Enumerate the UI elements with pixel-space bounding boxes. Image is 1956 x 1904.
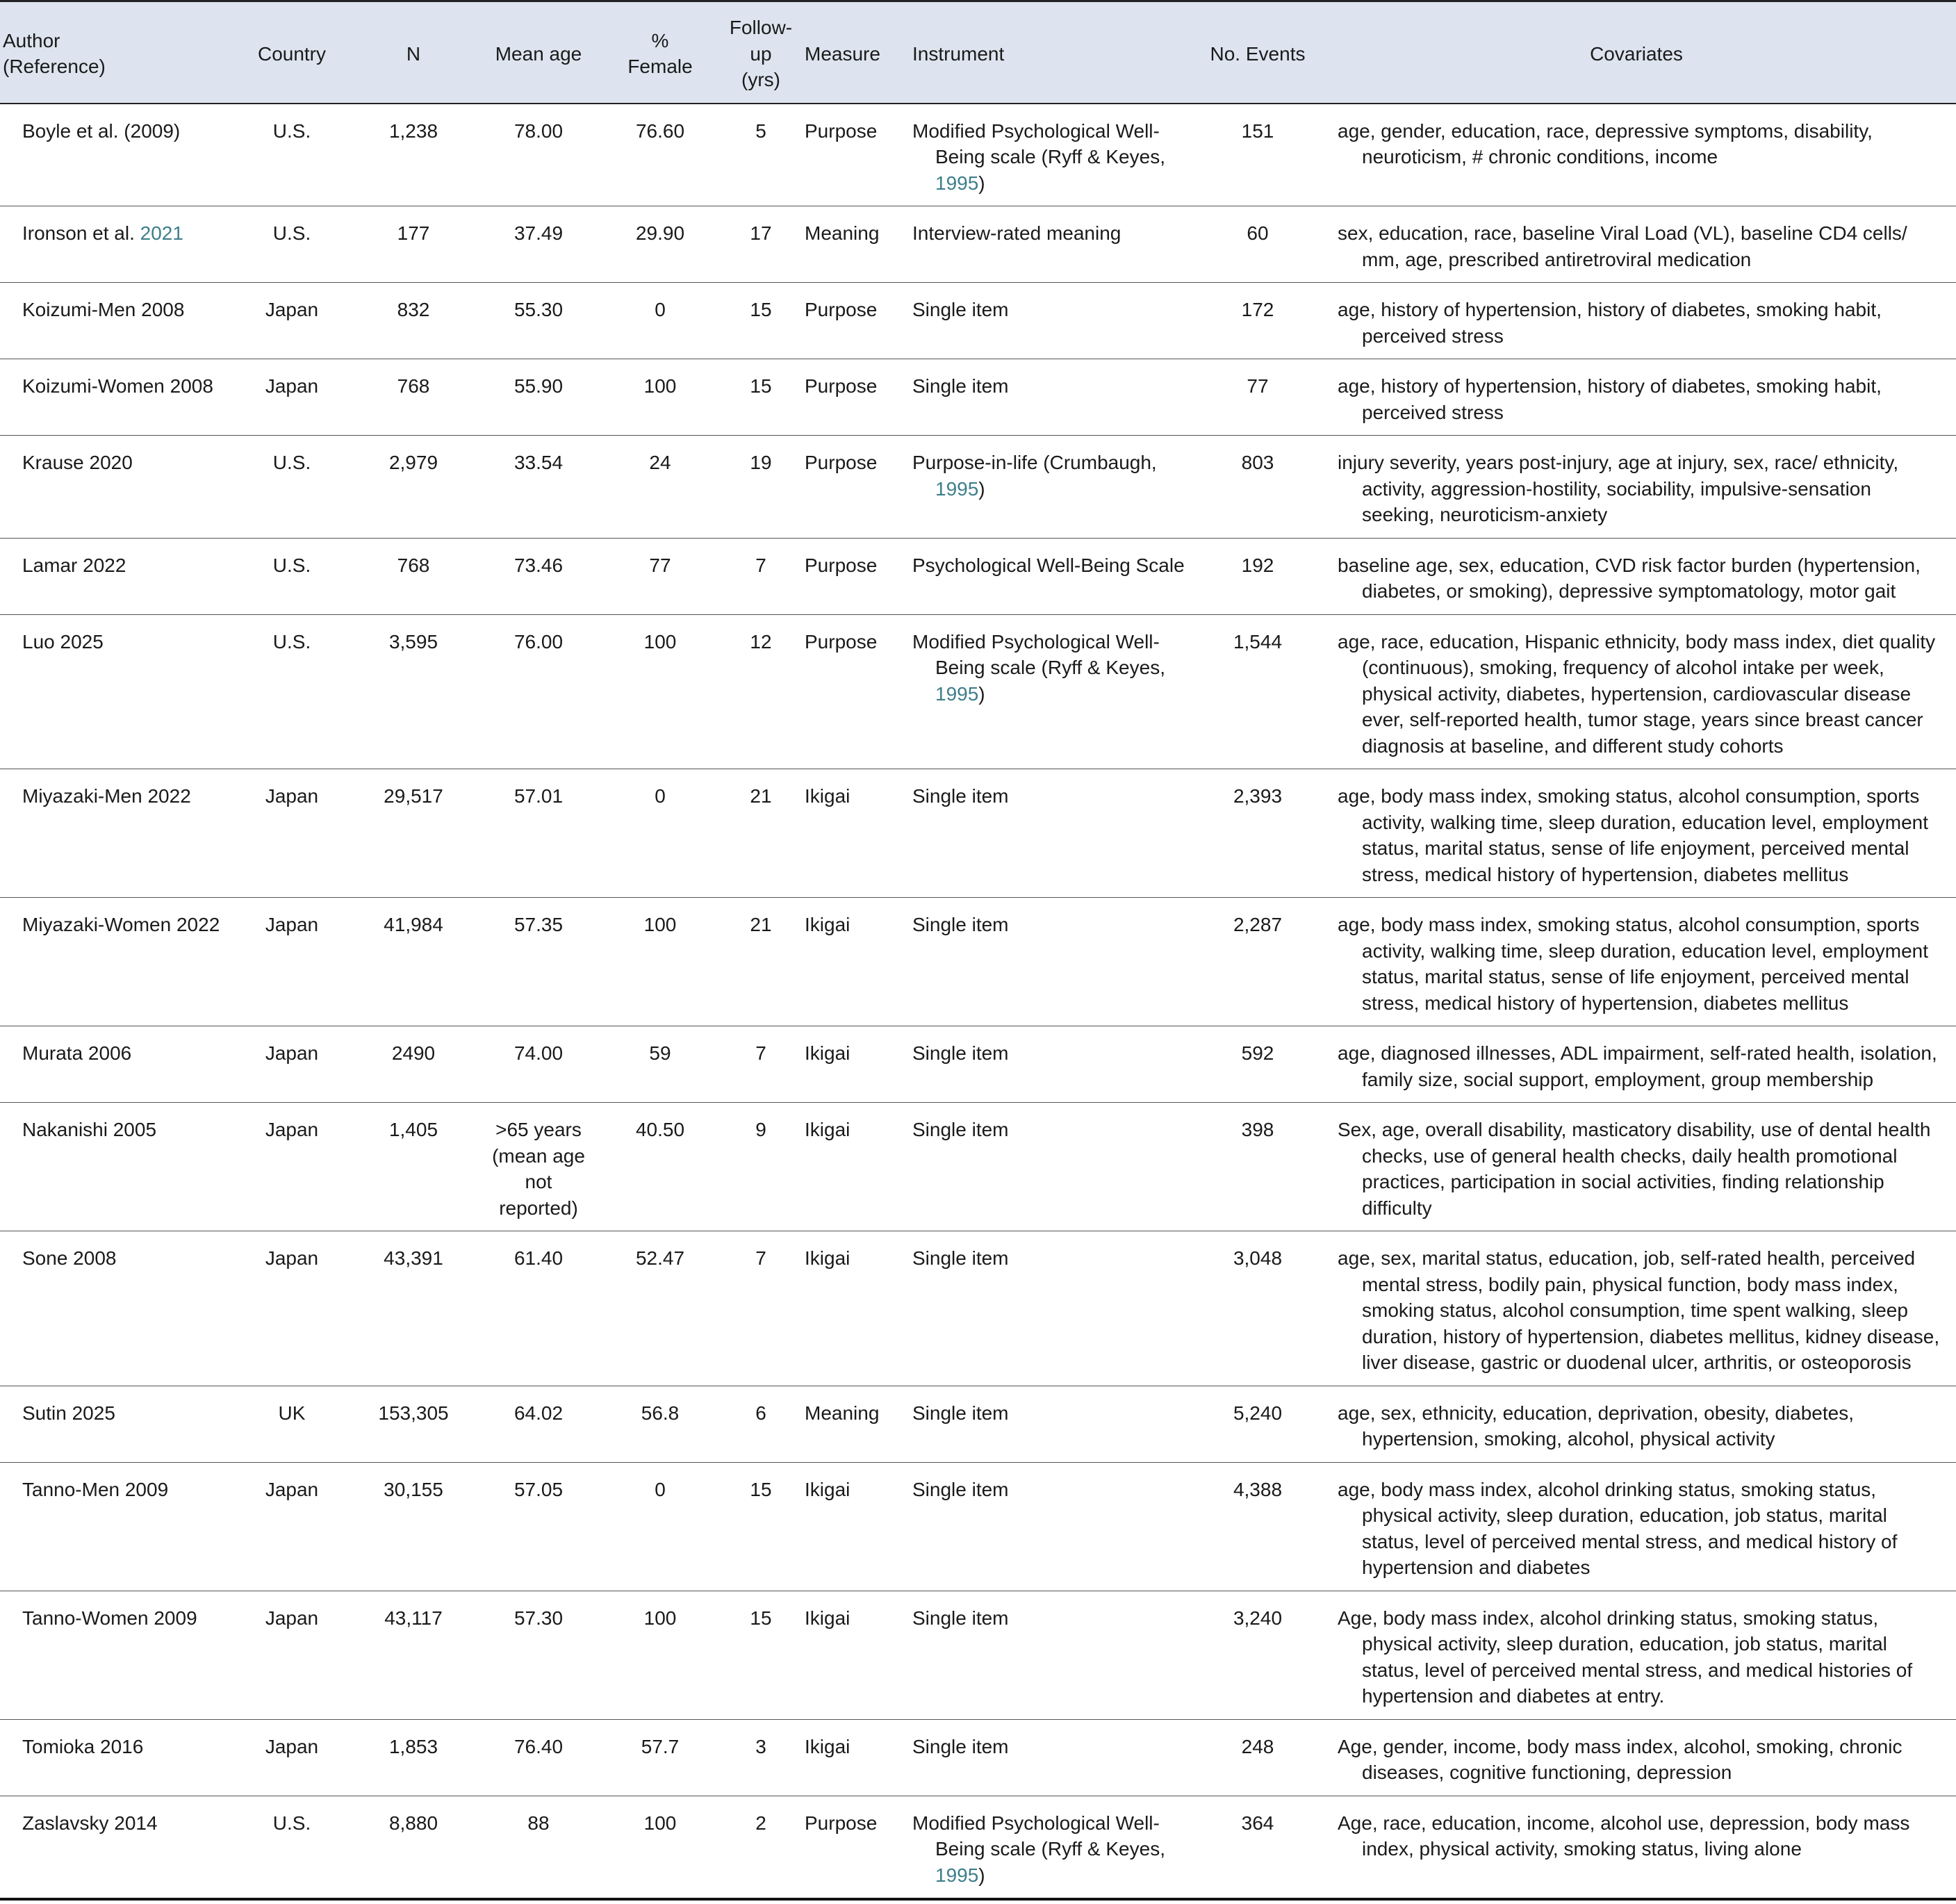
instrument-label: Single item xyxy=(912,1247,1009,1269)
cell-events: 5,240 xyxy=(1199,1386,1317,1462)
table-row xyxy=(0,898,1956,1026)
cell-country: U.S. xyxy=(236,206,347,283)
mean-age-text: >65 years (mean age not reported) xyxy=(492,1119,585,1219)
mean-age-text: 57.35 xyxy=(513,914,564,935)
cell-follow-up: 15 xyxy=(723,283,799,359)
cell-n: 153,305 xyxy=(347,1386,479,1462)
instrument-label: Modified Psychological Well-Being scale (Ryff & Keyes, xyxy=(912,120,1165,167)
cell-measure: Purpose xyxy=(799,538,907,614)
mean-age-text: 57.30 xyxy=(513,1607,564,1629)
cell-country: Japan xyxy=(236,1231,347,1386)
cell-follow-up: 12 xyxy=(723,614,799,769)
header-mean-age: Mean age xyxy=(479,1,598,104)
table-row xyxy=(0,1591,1956,1719)
instrument-label: Single item xyxy=(912,1119,1009,1140)
cell-follow-up: 2 xyxy=(723,1796,799,1899)
cell-events: 803 xyxy=(1199,436,1317,539)
author-text: Ironson et al. xyxy=(22,222,140,244)
author-text: Sone 2008 xyxy=(22,1247,117,1269)
covariates-text: age, body mass index, smoking status, alcohol consumption, sports activity, walking time, sleep duration, education level, employment status, marital status, sense of life enjoyment, perceived mental stress, medical history of hypertension, diabetes mellitus xyxy=(1338,785,1928,885)
cell-measure: Ikigai xyxy=(799,1231,907,1386)
cell-pct-female: 52.47 xyxy=(598,1231,723,1386)
table-row xyxy=(0,1462,1956,1591)
header-covariates: Covariates xyxy=(1317,1,1956,104)
cell-measure: Ikigai xyxy=(799,1591,907,1719)
cell-instrument xyxy=(907,206,1199,283)
header-n: N xyxy=(347,1,479,104)
cell-covariates xyxy=(1317,1796,1956,1899)
cell-follow-up: 6 xyxy=(723,1386,799,1462)
cell-instrument xyxy=(907,1796,1199,1899)
cell-measure: Purpose xyxy=(799,1796,907,1899)
cell-instrument xyxy=(907,1386,1199,1462)
author-text: Krause 2020 xyxy=(22,452,133,473)
cell-follow-up: 15 xyxy=(723,359,799,436)
cell-covariates xyxy=(1317,1462,1956,1591)
table-body xyxy=(0,104,1956,1900)
cell-author xyxy=(0,1462,236,1591)
author-text: Boyle et al. (2009) xyxy=(22,120,181,142)
cell-pct-female: 100 xyxy=(598,1796,723,1899)
cell-n: 3,595 xyxy=(347,614,479,769)
instrument-label: Single item xyxy=(912,375,1009,397)
cell-follow-up: 19 xyxy=(723,436,799,539)
instrument-text xyxy=(912,1605,1193,1632)
mean-age-text: 55.90 xyxy=(513,375,564,397)
author-text: Luo 2025 xyxy=(22,630,104,653)
instrument-text xyxy=(912,783,1193,810)
cell-measure: Ikigai xyxy=(799,1026,907,1103)
cell-pct-female: 100 xyxy=(598,1591,723,1719)
author-text: Tomioka 2016 xyxy=(22,1735,144,1757)
header-follow-up: Follow- up (yrs) xyxy=(723,1,799,104)
cell-follow-up: 7 xyxy=(723,1231,799,1386)
instrument-text xyxy=(912,220,1193,247)
cell-n: 177 xyxy=(347,206,479,283)
cell-pct-female: 59 xyxy=(598,1026,723,1103)
cell-events: 2,393 xyxy=(1199,769,1317,898)
cell-instrument xyxy=(907,283,1199,359)
instrument-suffix: ) xyxy=(978,1864,985,1886)
cell-covariates xyxy=(1317,898,1956,1026)
instrument-label: Modified Psychological Well-Being scale (Ryff & Keyes, xyxy=(912,1812,1165,1860)
author-text: Koizumi-Men 2008 xyxy=(22,299,185,320)
cell-mean-age xyxy=(479,769,598,898)
covariates-text: Sex, age, overall disability, masticatory disability, use of dental health checks, use of general health checks, daily health promotional practices, participation in social activities, finding relationship difficulty xyxy=(1338,1119,1931,1219)
cell-measure: Purpose xyxy=(799,104,907,206)
mean-age-text: 64.02 xyxy=(513,1402,564,1424)
cell-measure: Purpose xyxy=(799,436,907,539)
instrument-label: Interview-rated meaning xyxy=(912,222,1121,244)
cell-covariates xyxy=(1317,1103,1956,1231)
cell-covariates xyxy=(1317,1231,1956,1386)
cell-instrument xyxy=(907,1103,1199,1231)
instrument-suffix: ) xyxy=(978,682,985,705)
author-text: Murata 2006 xyxy=(22,1042,132,1064)
cell-author xyxy=(0,538,236,614)
cell-covariates xyxy=(1317,206,1956,283)
cell-pct-female: 100 xyxy=(598,614,723,769)
cell-pct-female: 77 xyxy=(598,538,723,614)
cell-country: Japan xyxy=(236,359,347,436)
author-text: Miyazaki-Men 2022 xyxy=(22,785,191,807)
cell-mean-age xyxy=(479,359,598,436)
cell-follow-up: 15 xyxy=(723,1591,799,1719)
cell-follow-up: 9 xyxy=(723,1103,799,1231)
author-text: Zaslavsky 2014 xyxy=(22,1812,158,1834)
instrument-label: Modified Psychological Well-Being scale (Ryff & Keyes, xyxy=(912,630,1165,678)
cell-n: 1,405 xyxy=(347,1103,479,1231)
cell-n: 43,391 xyxy=(347,1231,479,1386)
mean-age-text: 33.54 xyxy=(513,452,564,473)
cell-instrument xyxy=(907,104,1199,206)
cell-n: 8,880 xyxy=(347,1796,479,1899)
mean-age-text: 78.00 xyxy=(513,120,564,142)
cell-pct-female: 76.60 xyxy=(598,104,723,206)
citation-link[interactable]: 1995 xyxy=(935,172,979,194)
cell-measure: Ikigai xyxy=(799,1462,907,1591)
cell-instrument xyxy=(907,769,1199,898)
instrument-text xyxy=(912,552,1193,579)
cell-n: 41,984 xyxy=(347,898,479,1026)
covariates-text: age, race, education, Hispanic ethnicity, body mass index, diet quality (continuous), smoking, frequency of alcohol intake per week, physical activity, diabetes, hypertension, cardiovascular disease ever, self-reported health, tumor stage, years since breast cancer diagnosis at baseline, and different study cohorts xyxy=(1338,630,1936,757)
table-header-row xyxy=(0,1,1956,104)
cell-covariates xyxy=(1317,538,1956,614)
instrument-suffix: ) xyxy=(978,172,985,194)
mean-age-text: 76.00 xyxy=(513,630,564,653)
instrument-text xyxy=(912,912,1193,938)
instrument-text xyxy=(912,1734,1193,1760)
cell-n: 1,853 xyxy=(347,1719,479,1796)
cell-country: Japan xyxy=(236,1026,347,1103)
cell-events: 248 xyxy=(1199,1719,1317,1796)
cell-follow-up: 5 xyxy=(723,104,799,206)
cell-author xyxy=(0,104,236,206)
author-text: Tanno-Women 2009 xyxy=(22,1607,197,1629)
mean-age-text: 37.49 xyxy=(513,222,564,244)
cell-mean-age xyxy=(479,1103,598,1231)
cell-measure: Ikigai xyxy=(799,1719,907,1796)
covariates-text: age, history of hypertension, history of diabetes, smoking habit, perceived stress xyxy=(1338,375,1882,423)
cell-author xyxy=(0,1719,236,1796)
cell-follow-up: 7 xyxy=(723,538,799,614)
cell-events: 3,048 xyxy=(1199,1231,1317,1386)
instrument-label: Purpose-in-life (Crumbaugh, xyxy=(912,452,1157,473)
cell-n: 1,238 xyxy=(347,104,479,206)
cell-measure: Purpose xyxy=(799,359,907,436)
cell-n: 832 xyxy=(347,283,479,359)
cell-covariates xyxy=(1317,436,1956,539)
cell-mean-age xyxy=(479,206,598,283)
instrument-text xyxy=(912,450,1193,502)
cell-events: 364 xyxy=(1199,1796,1317,1899)
instrument-text xyxy=(912,118,1193,197)
instrument-label: Single item xyxy=(912,1607,1009,1629)
covariates-text: sex, education, race, baseline Viral Load (VL), baseline CD4 cells/ mm, age, prescribed antiretroviral medication xyxy=(1338,222,1907,270)
instrument-label: Psychological Well-Being Scale xyxy=(912,554,1185,576)
cell-country: Japan xyxy=(236,283,347,359)
cell-events: 77 xyxy=(1199,359,1317,436)
cell-pct-female: 100 xyxy=(598,898,723,1026)
instrument-label: Single item xyxy=(912,1735,1009,1757)
cell-mean-age xyxy=(479,1796,598,1899)
cell-pct-female: 24 xyxy=(598,436,723,539)
instrument-label: Single item xyxy=(912,1402,1009,1424)
header-measure: Measure xyxy=(799,1,907,104)
cell-events: 3,240 xyxy=(1199,1591,1317,1719)
cell-instrument xyxy=(907,538,1199,614)
mean-age-text: 55.30 xyxy=(513,299,564,320)
cell-instrument xyxy=(907,436,1199,539)
cell-n: 2490 xyxy=(347,1026,479,1103)
cell-author xyxy=(0,359,236,436)
table-row xyxy=(0,436,1956,539)
cell-mean-age xyxy=(479,1386,598,1462)
instrument-suffix: ) xyxy=(978,477,985,500)
cell-author xyxy=(0,1386,236,1462)
covariates-text: Age, body mass index, alcohol drinking status, smoking status, physical activity, sleep duration, education, job status, marital status, level of perceived mental stress, and medical histories of hypertension and diabetes at entry. xyxy=(1338,1607,1913,1707)
cell-country: Japan xyxy=(236,1103,347,1231)
cell-follow-up: 15 xyxy=(723,1462,799,1591)
covariates-text: age, history of hypertension, history of diabetes, smoking habit, perceived stress xyxy=(1338,299,1882,347)
citation-link[interactable]: 1995 xyxy=(935,682,979,705)
table-row xyxy=(0,1386,1956,1462)
instrument-text xyxy=(912,1117,1193,1143)
cell-author xyxy=(0,1026,236,1103)
citation-link[interactable]: 2021 xyxy=(140,222,183,244)
mean-age-text: 57.01 xyxy=(513,785,564,807)
table-row xyxy=(0,769,1956,898)
cell-pct-female: 100 xyxy=(598,359,723,436)
table-row xyxy=(0,206,1956,283)
cell-author xyxy=(0,206,236,283)
mean-age-text: 61.40 xyxy=(513,1247,564,1269)
mean-age-text: 88 xyxy=(527,1812,550,1834)
cell-mean-age xyxy=(479,283,598,359)
table-row xyxy=(0,1103,1956,1231)
cell-instrument xyxy=(907,359,1199,436)
cell-mean-age xyxy=(479,436,598,539)
cell-mean-age xyxy=(479,898,598,1026)
cell-instrument xyxy=(907,898,1199,1026)
instrument-text xyxy=(912,1810,1193,1889)
cell-pct-female: 56.8 xyxy=(598,1386,723,1462)
instrument-label: Single item xyxy=(912,785,1009,807)
instrument-text xyxy=(912,1245,1193,1272)
cell-measure: Purpose xyxy=(799,614,907,769)
table-row xyxy=(0,1719,1956,1796)
cell-pct-female: 29.90 xyxy=(598,206,723,283)
cell-author xyxy=(0,283,236,359)
cell-author xyxy=(0,898,236,1026)
table-row xyxy=(0,283,1956,359)
cell-mean-age xyxy=(479,1026,598,1103)
cell-covariates xyxy=(1317,1591,1956,1719)
author-text: Lamar 2022 xyxy=(22,554,126,576)
cell-events: 2,287 xyxy=(1199,898,1317,1026)
cell-covariates xyxy=(1317,1719,1956,1796)
cell-events: 60 xyxy=(1199,206,1317,283)
header-country: Country xyxy=(236,1,347,104)
cell-country: U.S. xyxy=(236,614,347,769)
cell-n: 2,979 xyxy=(347,436,479,539)
table-row xyxy=(0,614,1956,769)
cell-measure: Ikigai xyxy=(799,769,907,898)
cell-measure: Purpose xyxy=(799,283,907,359)
instrument-label: Single item xyxy=(912,1478,1009,1500)
cell-n: 768 xyxy=(347,538,479,614)
cell-n: 43,117 xyxy=(347,1591,479,1719)
author-text: Tanno-Men 2009 xyxy=(22,1478,169,1500)
covariates-text: Age, race, education, income, alcohol use, depression, body mass index, physical activity, smoking status, living alone xyxy=(1338,1812,1910,1860)
mean-age-text: 76.40 xyxy=(513,1735,564,1757)
cell-covariates xyxy=(1317,104,1956,206)
cell-country: Japan xyxy=(236,769,347,898)
cell-mean-age xyxy=(479,1462,598,1591)
table-row xyxy=(0,104,1956,206)
header-author: Author (Reference) xyxy=(0,1,236,104)
cell-events: 151 xyxy=(1199,104,1317,206)
cell-country: Japan xyxy=(236,1462,347,1591)
cell-n: 29,517 xyxy=(347,769,479,898)
cell-instrument xyxy=(907,1462,1199,1591)
instrument-label: Single item xyxy=(912,914,1009,935)
cell-instrument xyxy=(907,1231,1199,1386)
cell-country: U.S. xyxy=(236,1796,347,1899)
table-row xyxy=(0,359,1956,436)
cell-instrument xyxy=(907,1719,1199,1796)
cell-follow-up: 21 xyxy=(723,769,799,898)
cell-events: 1,544 xyxy=(1199,614,1317,769)
header-pct-female: % Female xyxy=(598,1,723,104)
instrument-label: Single item xyxy=(912,299,1009,320)
cell-author xyxy=(0,614,236,769)
cell-follow-up: 21 xyxy=(723,898,799,1026)
instrument-text xyxy=(912,297,1193,323)
cell-instrument xyxy=(907,1591,1199,1719)
cell-covariates xyxy=(1317,1026,1956,1103)
cell-covariates xyxy=(1317,769,1956,898)
cell-follow-up: 17 xyxy=(723,206,799,283)
cell-author xyxy=(0,1103,236,1231)
covariates-text: injury severity, years post-injury, age at injury, sex, race/ ethnicity, activity, aggression-hostility, sociability, impulsive-sensation seeking, neuroticism-anxiety xyxy=(1338,452,1899,525)
author-text: Nakanishi 2005 xyxy=(22,1119,157,1140)
cell-mean-age xyxy=(479,538,598,614)
cell-measure: Meaning xyxy=(799,1386,907,1462)
cell-instrument xyxy=(907,1026,1199,1103)
table-row xyxy=(0,538,1956,614)
cell-events: 592 xyxy=(1199,1026,1317,1103)
cell-events: 4,388 xyxy=(1199,1462,1317,1591)
cell-measure: Ikigai xyxy=(799,1103,907,1231)
cell-covariates xyxy=(1317,614,1956,769)
cell-events: 172 xyxy=(1199,283,1317,359)
cell-follow-up: 3 xyxy=(723,1719,799,1796)
covariates-text: age, diagnosed illnesses, ADL impairment, self-rated health, isolation, family size, social support, employment, group membership xyxy=(1338,1042,1937,1090)
cell-covariates xyxy=(1317,359,1956,436)
mean-age-text: 73.46 xyxy=(513,554,564,576)
cell-events: 398 xyxy=(1199,1103,1317,1231)
covariates-text: age, sex, marital status, education, job, self-rated health, perceived mental stress, bodily pain, physical function, body mass index, smoking status, alcohol consumption, time spent walking, sleep duration, history of hypertension, diabetes mellitus, kidney disease, liver disease, gastric or duodenal ulcer, arthritis, or osteoporosis xyxy=(1338,1247,1940,1373)
author-text: Miyazaki-Women 2022 xyxy=(22,914,220,935)
instrument-label: Single item xyxy=(912,1042,1009,1064)
cell-n: 30,155 xyxy=(347,1462,479,1591)
covariates-text: age, body mass index, smoking status, alcohol consumption, sports activity, walking time, sleep duration, education level, employment status, marital status, sense of life enjoyment, perceived mental stress, medical history of hypertension, diabetes mellitus xyxy=(1338,914,1928,1014)
cell-author xyxy=(0,1796,236,1899)
cell-country: UK xyxy=(236,1386,347,1462)
instrument-text xyxy=(912,1477,1193,1503)
cell-pct-female: 0 xyxy=(598,769,723,898)
cell-pct-female: 0 xyxy=(598,1462,723,1591)
cell-mean-age xyxy=(479,1719,598,1796)
cell-mean-age xyxy=(479,1231,598,1386)
author-text: Koizumi-Women 2008 xyxy=(22,375,213,397)
cell-mean-age xyxy=(479,1591,598,1719)
instrument-text xyxy=(912,373,1193,400)
cell-author xyxy=(0,436,236,539)
mean-age-text: 57.05 xyxy=(513,1478,564,1500)
cell-pct-female: 0 xyxy=(598,283,723,359)
table-row xyxy=(0,1026,1956,1103)
cell-country: U.S. xyxy=(236,104,347,206)
cell-measure: Meaning xyxy=(799,206,907,283)
citation-link[interactable]: 1995 xyxy=(935,1864,979,1886)
citation-link[interactable]: 1995 xyxy=(935,477,979,500)
cell-author xyxy=(0,769,236,898)
cell-covariates xyxy=(1317,1386,1956,1462)
cell-country: Japan xyxy=(236,1719,347,1796)
mean-age-text: 74.00 xyxy=(513,1042,564,1064)
header-instrument: Instrument xyxy=(907,1,1199,104)
cell-country: U.S. xyxy=(236,538,347,614)
covariates-text: Age, gender, income, body mass index, alcohol, smoking, chronic diseases, cognitive functioning, depression xyxy=(1338,1735,1902,1783)
cell-n: 768 xyxy=(347,359,479,436)
cell-covariates xyxy=(1317,283,1956,359)
cell-mean-age xyxy=(479,614,598,769)
cell-mean-age xyxy=(479,104,598,206)
author-text: Sutin 2025 xyxy=(22,1402,115,1424)
instrument-text xyxy=(912,1400,1193,1427)
instrument-text xyxy=(912,1040,1193,1067)
instrument-text xyxy=(912,629,1193,707)
cell-country: Japan xyxy=(236,1591,347,1719)
cell-author xyxy=(0,1231,236,1386)
cell-measure: Ikigai xyxy=(799,898,907,1026)
covariates-text: baseline age, sex, education, CVD risk factor burden (hypertension, diabetes, or smoking), depressive symptomatology, motor gait xyxy=(1338,554,1921,602)
cell-pct-female: 57.7 xyxy=(598,1719,723,1796)
covariates-text: age, sex, ethnicity, education, deprivation, obesity, diabetes, hypertension, smoking, alcohol, physical activity xyxy=(1338,1402,1854,1450)
covariates-text: age, body mass index, alcohol drinking status, smoking status, physical activity, sleep duration, education, job status, marital status, level of perceived mental stress, and medical history of hypertension and diabetes xyxy=(1338,1478,1898,1578)
cell-author xyxy=(0,1591,236,1719)
cell-instrument xyxy=(907,614,1199,769)
cell-follow-up: 7 xyxy=(723,1026,799,1103)
cell-country: Japan xyxy=(236,898,347,1026)
header-events: No. Events xyxy=(1199,1,1317,104)
cell-pct-female: 40.50 xyxy=(598,1103,723,1231)
table-row xyxy=(0,1796,1956,1899)
covariates-text: age, gender, education, race, depressive symptoms, disability, neuroticism, # chronic conditions, income xyxy=(1338,120,1873,167)
cell-events: 192 xyxy=(1199,538,1317,614)
table-row xyxy=(0,1231,1956,1386)
cell-country: U.S. xyxy=(236,436,347,539)
